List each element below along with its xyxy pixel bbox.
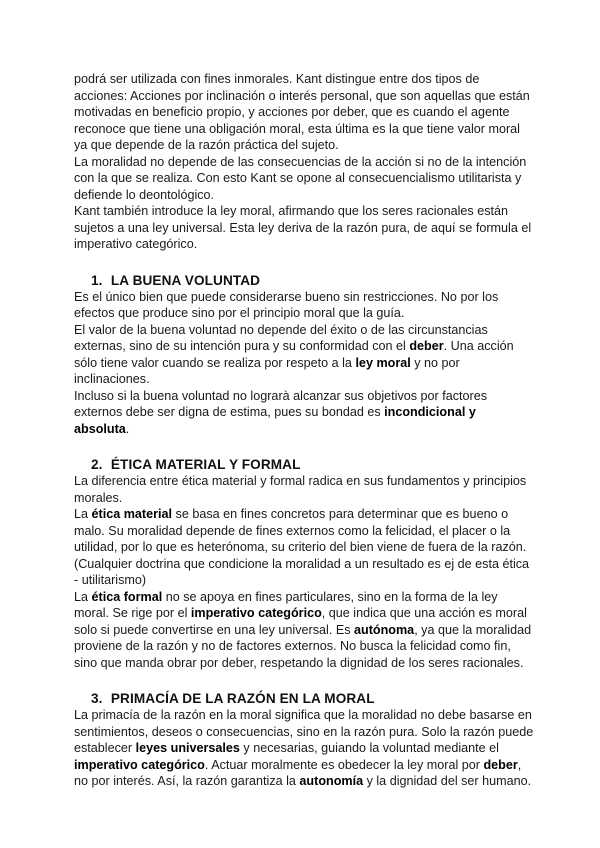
- section-2-paragraph-2: La ética material se basa en fines concretos para determinar que es bueno o malo. Su moralidad depende de fines externos como la felicidad, el placer o la utilidad, por lo que es heterónoma, su criterio del bien viene de fuera de la razón. (Cualquier doctrina que condicione la moralidad a un resultado es ej de esta ética - utilitarismo): [74, 507, 530, 587]
- intro-paragraph-3: Kant también introduce la ley moral, afirmando que los seres racionales están sujetos a una ley universal. Esta ley deriva de la razón pura, de aquí se formula el imperativo categórico.: [74, 204, 532, 251]
- section-1-paragraph-1: Es el único bien que puede considerarse bueno sin restricciones. No por los efectos que produce sino por el principio moral que la guía.: [74, 289, 499, 320]
- intro-paragraph-2: La moralidad no depende de las consecuencias de la acción si no de la intención con la que se realiza. Con esto Kant se opone al consecuencialismo utilitarista y defiende lo deontológico.: [74, 154, 527, 202]
- section-2-title: ÉTICA MATERIAL Y FORMAL: [110, 457, 301, 472]
- section-2-number: 2.: [91, 457, 103, 472]
- section-2-heading: [74, 456, 534, 473]
- term-etica-formal: ética formal: [91, 589, 163, 604]
- section-1-heading: [74, 272, 534, 289]
- term-deber-2: deber: [483, 757, 518, 772]
- term-ley-moral: ley moral: [355, 355, 411, 370]
- section-2-paragraph-3: La ética formal no se apoya en fines particulares, sino en la forma de la ley moral. Se rige por el imperativo categórico, que indica que una acción es moral solo si puede convertirse en una ley universal. Es autónoma, ya que la moralidad proviene de la razón y no de factores externos. No busca la felicidad como fin, sino que manda obrar por deber, respetando la dignidad de los seres racionales.: [74, 589, 532, 670]
- document-page: [74, 71, 534, 790]
- section-3-heading: [74, 690, 534, 707]
- intro-paragraph-1: podrá ser utilizada con fines inmorales. Kant distingue entre dos tipos de acciones: Acciones por inclinación o interés personal, que son aquellas que están motivadas en beneficio propio, y acciones por deber, que es cuando el agente reconoce que tiene una obligación moral, esta última es la que tiene valor moral ya que depende de la razón práctica del sujeto.: [74, 72, 530, 152]
- section-3-paragraph: La primacía de la razón en la moral significa que la moralidad no debe basarse en sentimientos, deseos o consecuencias, sino en la razón pura. Solo la razón puede establecer leyes universales y necesarias, guiando la voluntad mediante el imperativo categórico. Actuar moralmente es obedecer la ley moral por deber, no por interés. Así, la razón garantiza la autonomía y la dignidad del ser humano.: [74, 708, 534, 788]
- section-1-number: 1.: [91, 272, 103, 288]
- term-imperativo-categorico: imperativo categórico: [190, 606, 322, 620]
- section-3-number: 3.: [91, 691, 103, 706]
- section-1-title: LA BUENA VOLUNTAD: [110, 272, 261, 288]
- term-etica-material: ética material: [91, 507, 173, 521]
- term-autonomia: autonomía: [299, 774, 364, 788]
- term-incondicional: incondicional y absoluta: [74, 405, 476, 436]
- term-deber: deber: [409, 339, 444, 353]
- term-leyes-universales: leyes universales: [135, 741, 240, 755]
- section-1-paragraph-3: Incluso si la buena voluntad no lograrà alcanzar sus objetivos por factores externos debe ser digna de estima, pues su bondad es incondicional y absoluta.: [74, 388, 488, 436]
- section-3-title: PRIMACÍA DE LA RAZÓN EN LA MORAL: [110, 691, 375, 706]
- term-imperativo-categorico-2: imperativo categórico: [74, 757, 205, 772]
- term-autonoma: autónoma: [354, 622, 415, 637]
- section-2-paragraph-1: La diferencia entre ética material y formal radica en sus fundamentos y principios morales.: [74, 474, 527, 505]
- section-1-paragraph-2: El valor de la buena voluntad no depende del éxito o de las circunstancias externas, sino de su intención pura y su conformidad con el deber. Una acción sólo tiene valor cuando se realiza por respeto a la ley moral y no por inclinaciones.: [74, 322, 514, 386]
